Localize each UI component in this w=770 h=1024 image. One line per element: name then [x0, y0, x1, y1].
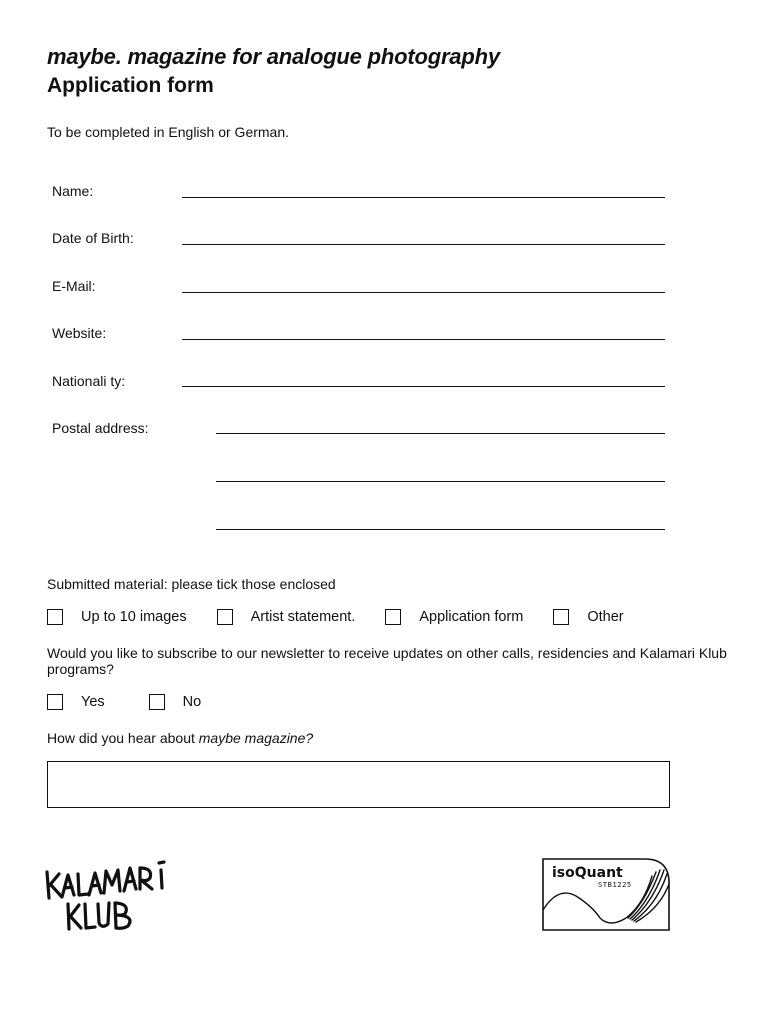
postal-address-line-3[interactable]	[216, 529, 665, 530]
postal-address-line-1[interactable]	[216, 433, 665, 434]
email-field[interactable]	[182, 292, 665, 293]
newsletter-checkbox-row	[47, 694, 231, 710]
application-form-checkbox[interactable]	[385, 609, 401, 625]
newsletter-question: Would you like to subscribe to our newsletter to receive updates on other calls, residencies and Kalamari Klub programs?	[47, 645, 727, 677]
newsletter-no-label: No	[182, 694, 202, 710]
artist-statement-checkbox-label: Artist statement.	[250, 609, 356, 625]
heard-about-text: How did you hear about	[47, 730, 199, 746]
dob-label: Date of Birth:	[52, 230, 134, 246]
newsletter-no-checkbox[interactable]	[149, 694, 165, 710]
name-field[interactable]	[182, 197, 665, 198]
postal-address-line-2[interactable]	[216, 481, 665, 482]
postal-address-label: Postal address:	[52, 420, 149, 436]
isoquant-logo	[540, 856, 672, 933]
artist-statement-checkbox[interactable]	[217, 609, 233, 625]
nationality-label: Nationali ty:	[52, 373, 126, 389]
isoquant-logo-code: STB1225	[598, 881, 632, 889]
heard-about-magazine-name: maybe magazine?	[198, 730, 314, 746]
magazine-title: maybe. magazine for analogue photography	[47, 44, 500, 69]
newsletter-yes-checkbox[interactable]	[47, 694, 63, 710]
form-title: Application form	[47, 74, 214, 97]
website-label: Website:	[52, 325, 107, 341]
isoquant-logo-name: isoQuant	[552, 865, 623, 881]
other-checkbox[interactable]	[553, 609, 569, 625]
website-field[interactable]	[182, 339, 665, 340]
kalamari-klub-logo	[40, 858, 180, 933]
application-form-checkbox-label: Application form	[419, 609, 524, 625]
other-checkbox-label: Other	[587, 609, 624, 625]
heard-about-prompt	[47, 730, 313, 746]
nationality-field[interactable]	[182, 386, 665, 387]
newsletter-yes-label: Yes	[81, 694, 105, 710]
material-prompt: Submitted material: please tick those enclosed	[47, 576, 336, 592]
heard-about-input[interactable]	[47, 761, 670, 808]
name-label: Name:	[52, 183, 94, 199]
images-checkbox[interactable]	[47, 609, 63, 625]
material-checkbox-row	[47, 609, 654, 625]
images-checkbox-label: Up to 10 images	[81, 609, 187, 625]
language-instruction: To be completed in English or German.	[47, 124, 290, 140]
email-label: E-Mail:	[52, 278, 96, 294]
dob-field[interactable]	[182, 244, 665, 245]
